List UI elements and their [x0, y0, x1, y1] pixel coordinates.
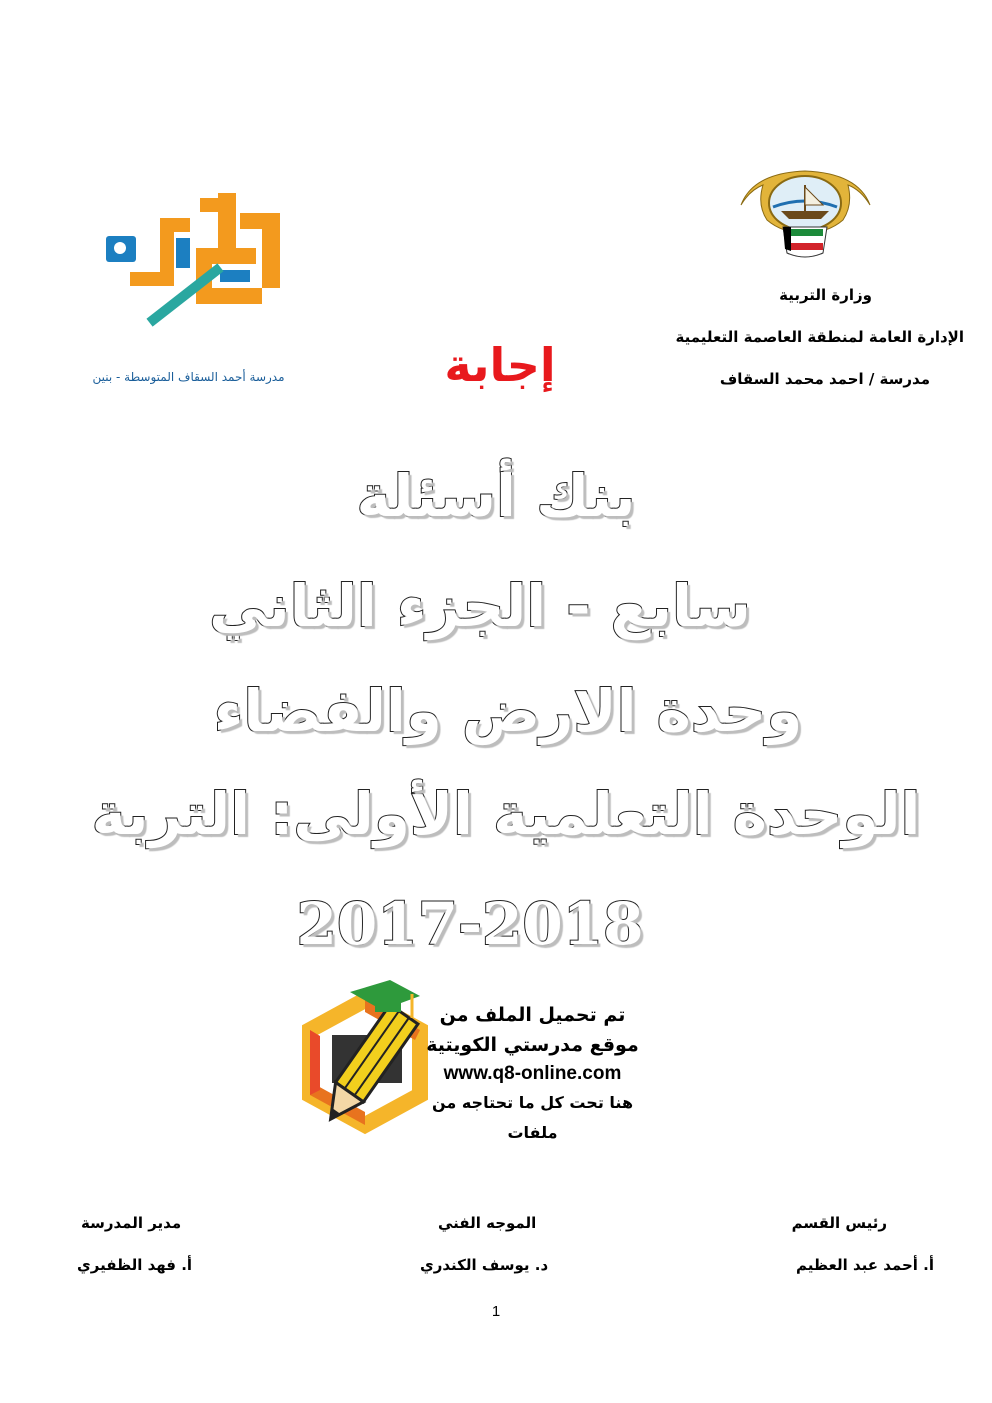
school-logo-caption: مدرسة أحمد السقاف المتوسطة - بنين — [92, 370, 285, 384]
ministry-name: وزارة التربية — [779, 286, 872, 304]
school-name: مدرسة / احمد محمد السقاف — [719, 370, 930, 388]
school-principal-title: مدير المدرسة — [81, 1214, 182, 1232]
technical-supervisor-title: الموجه الفني — [438, 1214, 537, 1232]
academic-year: 2017-2018 — [296, 890, 644, 958]
kuwait-emblem-icon — [733, 165, 878, 260]
school-logo — [100, 188, 285, 338]
school-principal-name: أ. فهد الظفيري — [77, 1256, 193, 1274]
title-learning-unit: الوحدة التعلمية الأولى: التربة — [91, 780, 921, 848]
head-of-department-title: رئيس القسم — [791, 1214, 887, 1232]
banner-line-downloaded-from: تم تحميل الملف من — [439, 1004, 626, 1026]
title-question-bank: بنك أسئلة — [356, 462, 636, 530]
title-grade-part: سابع - الجزء الثاني — [209, 572, 751, 640]
directorate-name: الإدارة العامة لمنطقة العاصمة التعليمية — [675, 328, 964, 346]
page-number: 1 — [491, 1303, 501, 1320]
banner-line-tagline: هنا تحت كل ما تحتاجه من ملفات — [431, 1093, 634, 1142]
banner-line-site-name: موقع مدرستي الكويتية — [426, 1034, 639, 1056]
head-of-department-name: أ. أحمد عبد العظيم — [796, 1256, 934, 1274]
banner-link-url[interactable]: www.q8-online.com — [443, 1063, 622, 1084]
title-unit: وحدة الارض والفضاء — [213, 677, 803, 745]
answer-label: إجابة — [444, 338, 556, 392]
download-banner — [410, 1000, 655, 1148]
technical-supervisor-name: د. يوسف الكندري — [420, 1256, 549, 1274]
